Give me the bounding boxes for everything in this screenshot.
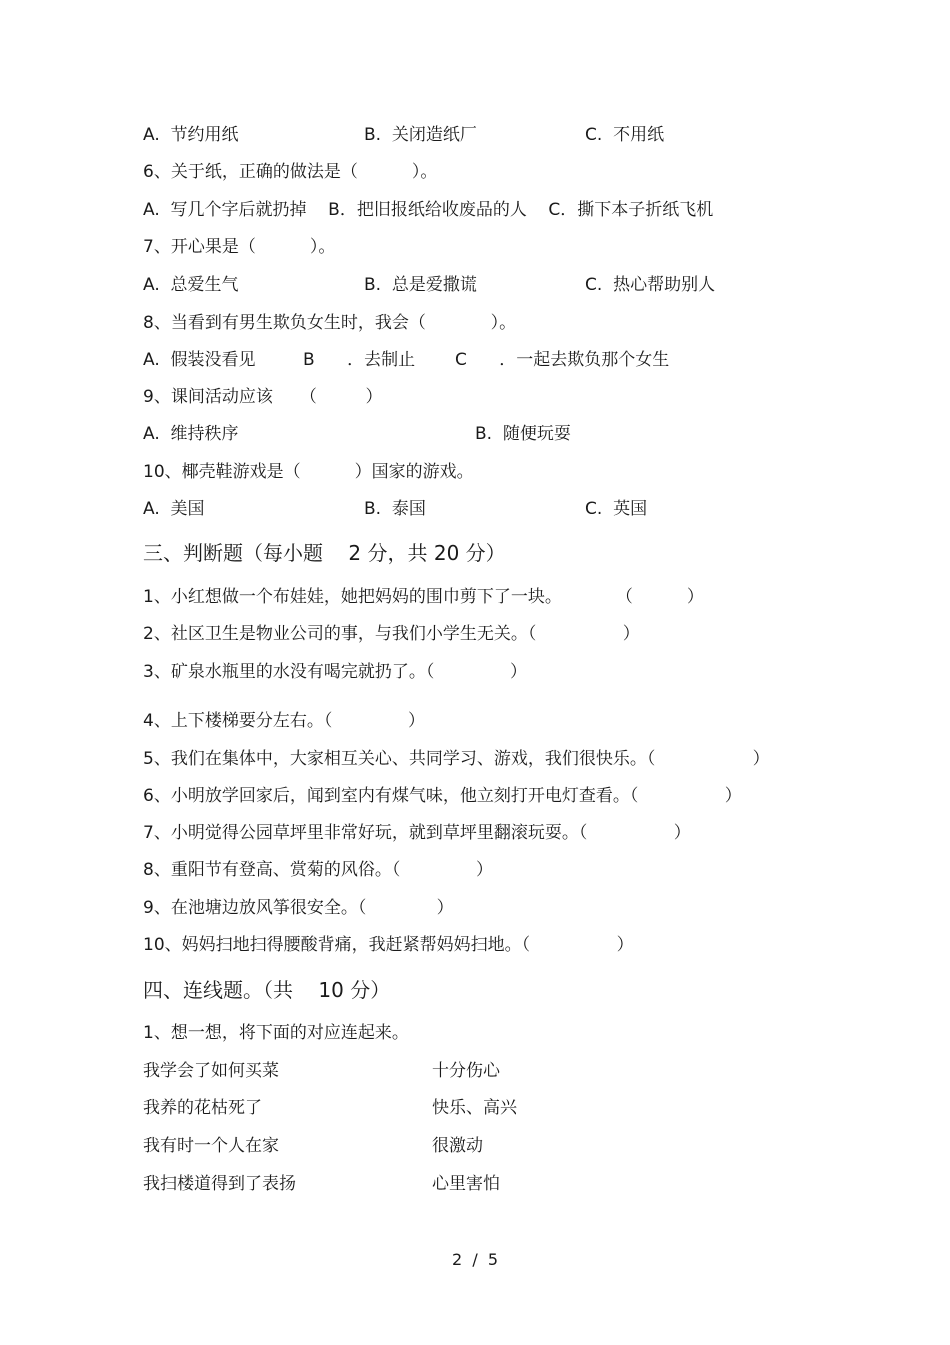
matching-right-item: 十分伤心 (432, 1061, 500, 1081)
matching-left-item: 我有时一个人在家 (143, 1136, 279, 1156)
q8-option-c: C ．一起去欺负那个女生 (455, 350, 670, 370)
judge-item-2: 2、社区卫生是物业公司的事，与我们小学生无关。（ ） (143, 624, 640, 644)
q7-option-b: B. 总是爱撒谎 (364, 275, 477, 295)
q5-option-a: A. 节约用纸 (143, 125, 239, 145)
matching-left-item: 我学会了如何买菜 (143, 1061, 279, 1081)
section4-heading: 四、连线题。（共 10 分） (143, 978, 391, 1002)
q10-option-c: C. 英国 (585, 499, 648, 519)
q10-stem: 10、椰壳鞋游戏是（ ）国家的游戏。 (143, 462, 474, 482)
judge-item-9: 9、在池塘边放风筝很安全。（ ） (143, 898, 454, 918)
q7-stem: 7、开心果是（ ）。 (143, 237, 336, 257)
q9-stem: 9、课间活动应该 （ ） (143, 387, 383, 407)
matching-left-item: 我养的花枯死了 (143, 1098, 262, 1118)
judge-item-8: 8、重阳节有登高、赏菊的风俗。（ ） (143, 860, 493, 880)
q9-option-b: B. 随便玩耍 (475, 424, 571, 444)
q8-stem: 8、当看到有男生欺负女生时，我会（ ）。 (143, 313, 517, 333)
matching-right-item: 快乐、高兴 (432, 1098, 517, 1118)
judge-item-6: 6、小明放学回家后，闻到室内有煤气味，他立刻打开电灯查看。（ ） (143, 786, 742, 806)
matching-right-item: 心里害怕 (432, 1174, 500, 1194)
q6-options: A. 写几个字后就扔掉 B．把旧报纸给收废品的人 C．撕下本子折纸飞机 (143, 200, 714, 220)
matching-prompt: 1、想一想，将下面的对应连起来。 (143, 1023, 409, 1043)
q6-stem: 6、关于纸，正确的做法是（ ）。 (143, 162, 438, 182)
matching-right-item: 很激动 (432, 1136, 483, 1156)
judge-item-10: 10、妈妈扫地扫得腰酸背痛，我赶紧帮妈妈扫地。（ ） (143, 935, 634, 955)
page-number: 2 / 5 (452, 1250, 499, 1269)
q5-option-b: B. 关闭造纸厂 (364, 125, 477, 145)
judge-item-4: 4、上下楼梯要分左右。（ ） (143, 711, 425, 731)
q8-option-a: A. 假装没看见 (143, 350, 256, 370)
section3-heading: 三、判断题（每小题 2 分，共 20 分） (143, 541, 506, 565)
q7-option-a: A. 总爱生气 (143, 275, 239, 295)
q10-option-a: A. 美国 (143, 499, 205, 519)
judge-item-7: 7、小明觉得公园草坪里非常好玩，就到草坪里翻滚玩耍。（ ） (143, 823, 691, 843)
q7-option-c: C. 热心帮助别人 (585, 275, 716, 295)
q9-option-a: A. 维持秩序 (143, 424, 239, 444)
q8-option-b: B ．去制止 (303, 350, 416, 370)
judge-item-1: 1、小红想做一个布娃娃，她把妈妈的围巾剪下了一块。 （ ） (143, 587, 704, 607)
q10-option-b: B. 泰国 (364, 499, 426, 519)
q5-option-c: C. 不用纸 (585, 125, 665, 145)
matching-left-item: 我扫楼道得到了表扬 (143, 1174, 296, 1194)
judge-item-3: 3、矿泉水瓶里的水没有喝完就扔了。（ ） (143, 662, 527, 682)
judge-item-5: 5、我们在集体中，大家相互关心、共同学习、游戏，我们很快乐。（ ） (143, 749, 770, 769)
